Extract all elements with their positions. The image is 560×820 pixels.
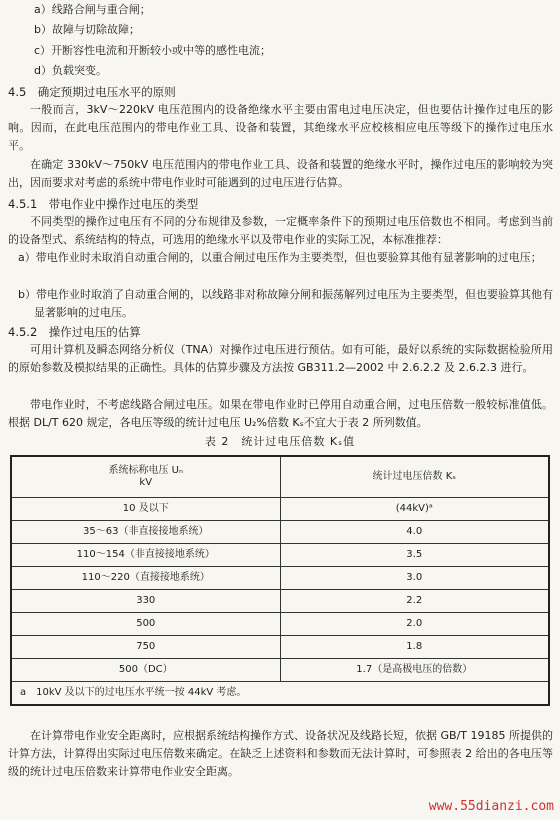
section-4-5-paragraph-2: 在确定 330kV～750kV 电压范围内的带电作业工具、设备和装置的绝缘水平时，操作过电压的影响较为突出，因而要求对考虑的系统中带电作业时可能遇到的过电压进行估算。 bbox=[8, 158, 553, 189]
cell-factor: 4.0 bbox=[280, 521, 549, 544]
site-watermark: www.55dianzi.com bbox=[428, 799, 554, 814]
column-header-overvoltage-factor: 统计过电压倍数 Kₛ bbox=[280, 456, 549, 498]
table-footnote-row bbox=[11, 682, 549, 706]
cell-factor: 3.0 bbox=[280, 567, 549, 590]
closing-paragraph: 在计算带电作业安全距离时，应根据系统结构操作方式、设备状况及线路长短，依据 GB/T 19185 所提供的计算方法，计算得出实际过电压倍数来确定。在缺乏上述资料和参数而无法计算时，可参照表 2 给出的各电压等级的统计过电压倍数来计算带电作业安全距离。 bbox=[8, 729, 553, 778]
table-row bbox=[11, 636, 549, 659]
section-4-5-1-heading: 4.5.1 带电作业中操作过电压的类型 bbox=[8, 197, 199, 211]
section-4-5-1-paragraph: 不同类型的操作过电压有不同的分布规律及参数，一定概率条件下的预期过电压倍数也不相同。考虑到当前的设备型式、系统结构的特点，可选用的绝缘水平以及带电作业的实际工况，本标准推荐： bbox=[8, 215, 553, 246]
table-row bbox=[11, 567, 549, 590]
list-item-b: b）故障与切除故障； bbox=[34, 23, 140, 36]
cell-factor: 1.7（是高极电压的倍数） bbox=[280, 659, 549, 682]
cell-voltage: 500 bbox=[11, 613, 280, 636]
list-item-c: c）开断容性电流和开断较小或中等的感性电流； bbox=[34, 44, 272, 57]
table-footnote: a 10kV 及以下的过电压水平统一按 44kV 考虑。 bbox=[11, 682, 549, 706]
recommendation-b: b）带电作业时取消了自动重合闸的，以线路非对称故障分闸和振荡解列过电压为主要类型，但也要验算其他有显著影响的过电压。 bbox=[18, 288, 553, 319]
cell-voltage: 35～63（非直接接地系统） bbox=[11, 521, 280, 544]
overvoltage-table bbox=[10, 455, 550, 706]
table-row bbox=[11, 613, 549, 636]
table-caption: 表 2 统计过电压倍数 Kₛ值 bbox=[204, 435, 356, 448]
cell-factor: 1.8 bbox=[280, 636, 549, 659]
section-4-5-2-paragraph-1: 可用计算机及瞬态网络分析仪（TNA）对操作过电压进行预估。如有可能，最好以系统的实际数据检验所用的原始参数及模拟结果的正确性。具体的估算步骤及方法按 GB311.2—2002 中 2.6.2.2 及 2.6.2.3 进行。 bbox=[8, 343, 553, 374]
list-item-a: a）线路合闸与重合闸； bbox=[34, 3, 151, 16]
cell-factor: 2.2 bbox=[280, 590, 549, 613]
table-row bbox=[11, 521, 549, 544]
recommendation-a: a）带电作业时未取消自动重合闸的，以重合闸过电压作为主要类型，但也要验算其他有显著影响的过电压； bbox=[18, 251, 542, 264]
section-4-5-heading: 4.5 确定预期过电压水平的原则 bbox=[8, 85, 176, 99]
cell-voltage: 330 bbox=[11, 590, 280, 613]
section-4-5-paragraph-1: 一般而言，3kV～220kV 电压范围内的设备绝缘水平主要由雷电过电压决定，但也要估计操作过电压的影响。因而，在此电压范围内的带电作业工具、设备和装置，其绝缘水平应校核相应电压等级下的操作过电压水平。 bbox=[8, 103, 553, 152]
section-4-5-2-heading: 4.5.2 操作过电压的估算 bbox=[8, 325, 141, 339]
table-row bbox=[11, 590, 549, 613]
cell-factor: 3.5 bbox=[280, 544, 549, 567]
table-header-row bbox=[11, 456, 549, 498]
cell-voltage: 750 bbox=[11, 636, 280, 659]
cell-voltage: 110～154（非直接接地系统） bbox=[11, 544, 280, 567]
table-row bbox=[11, 659, 549, 682]
cell-voltage: 10 及以下 bbox=[11, 498, 280, 521]
column-header-nominal-voltage: 系统标称电压 Uₙ kV bbox=[11, 456, 280, 498]
section-4-5-2-paragraph-2: 带电作业时，不考虑线路合闸过电压。如果在带电作业时已停用自动重合闸，过电压倍数一般较标准值低。根据 DL/T 620 规定，各电压等级的统计过电压 U₂%倍数 Kₛ不宜大于表 2 所列数值。 bbox=[8, 398, 553, 429]
table-row bbox=[11, 498, 549, 521]
cell-voltage: 110～220（直接接地系统） bbox=[11, 567, 280, 590]
table-row bbox=[11, 544, 549, 567]
list-item-d: d）负载突变。 bbox=[34, 64, 107, 77]
cell-voltage: 500（DC） bbox=[11, 659, 280, 682]
cell-factor: (44kV)ᵃ bbox=[280, 498, 549, 521]
cell-factor: 2.0 bbox=[280, 613, 549, 636]
